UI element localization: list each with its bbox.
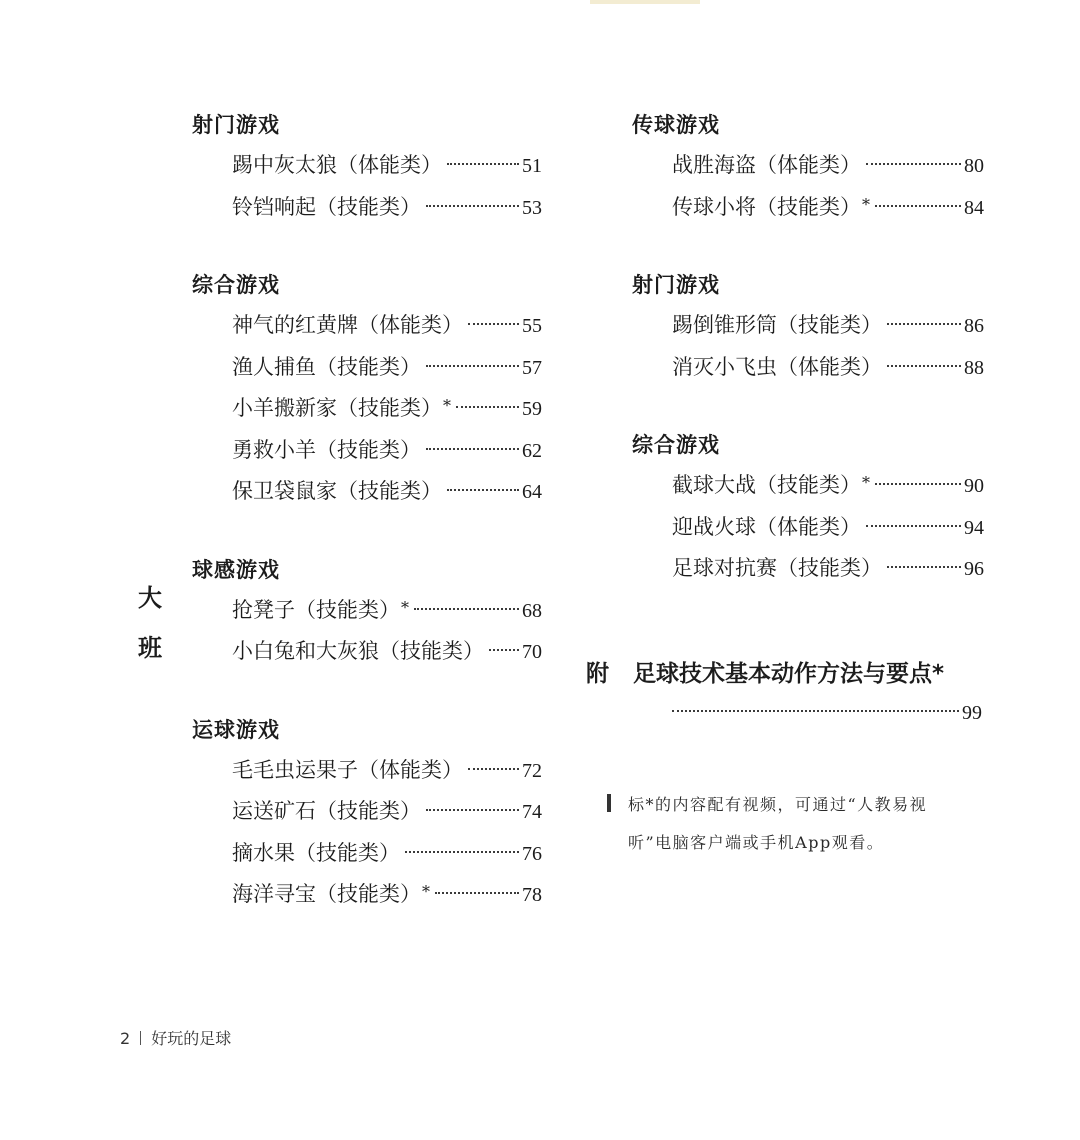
toc-entry[interactable]: [672, 465, 984, 507]
toc-entry[interactable]: [232, 750, 542, 792]
toc-section: [192, 270, 542, 513]
entry-page-number: 88: [964, 356, 984, 379]
footer-page-number: 2: [120, 1029, 131, 1048]
section-title: 综合游戏: [632, 433, 720, 457]
entry-page-number: 51: [522, 155, 542, 177]
page-footer: [120, 1026, 231, 1049]
entry-category: （体能类）: [777, 354, 882, 379]
entry-title: 海洋寻宝: [232, 882, 316, 906]
entry-category: （体能类）: [756, 514, 861, 539]
entry-page-number: 55: [522, 315, 542, 337]
entry-title: 迎战火球: [672, 514, 756, 539]
toc-entry[interactable]: [232, 631, 542, 673]
entry-title: 抢凳子: [232, 597, 295, 622]
entry-page-number: 70: [522, 641, 542, 663]
dot-leader: [489, 649, 519, 651]
entry-category: （技能类）: [316, 354, 421, 379]
entry-page-number: 96: [964, 558, 984, 580]
entry-page-number: 74: [522, 801, 542, 823]
toc-entry[interactable]: [672, 548, 984, 590]
grade-label-char-2: 班: [138, 634, 162, 662]
entry-category: （体能类）: [337, 153, 442, 177]
entry-page-number: 68: [522, 599, 542, 622]
dot-leader: [887, 323, 961, 325]
dot-leader: [426, 448, 519, 450]
dot-leader: [887, 365, 961, 367]
entry-title: 踢中灰太狼: [232, 153, 337, 177]
entry-category: （技能类）: [777, 556, 882, 580]
dot-leader: [414, 608, 519, 610]
entry-category: （技能类）: [777, 313, 882, 337]
entry-page-number: 62: [522, 439, 542, 462]
toc-entry[interactable]: [672, 145, 984, 187]
appendix-title: 足球技术基本动作方法与要点*: [633, 661, 945, 687]
entry-category: （技能类）: [337, 479, 442, 503]
entry-category: （技能类）: [316, 799, 421, 823]
entry-category: （技能类）: [379, 639, 484, 663]
entry-category: （技能类）: [316, 437, 421, 462]
dot-leader: [426, 365, 519, 367]
dot-leader: [672, 710, 959, 712]
entry-title: 传球小将: [672, 194, 756, 219]
toc-entry[interactable]: [232, 145, 542, 187]
toc-entry[interactable]: [232, 874, 542, 916]
toc-entry[interactable]: [232, 791, 542, 833]
dot-leader: [456, 406, 519, 408]
dot-leader: [435, 892, 519, 894]
entry-page-number: 80: [964, 155, 984, 177]
dot-leader: [447, 163, 519, 165]
entry-title: 毛毛虫运果子: [232, 757, 358, 782]
section-title: 运球游戏: [192, 717, 280, 742]
toc-entry[interactable]: [232, 388, 542, 430]
entry-category: （体能类）: [358, 757, 463, 782]
toc-entry[interactable]: [232, 305, 542, 347]
entry-category: （技能类）: [337, 396, 442, 420]
toc-entry[interactable]: [232, 833, 542, 875]
entry-page-number: 53: [522, 196, 542, 219]
toc-entry[interactable]: [672, 507, 984, 549]
toc-section: [632, 110, 984, 228]
entry-page-number: 86: [964, 315, 984, 337]
entry-title: 足球对抗赛: [672, 556, 777, 580]
entry-category: （体能类）: [358, 313, 463, 337]
entry-page-number: 84: [964, 196, 984, 219]
appendix-marker: 附: [586, 661, 609, 687]
entry-title: 消灭小飞虫: [672, 354, 777, 379]
toc-entry[interactable]: [672, 305, 984, 347]
entry-page-number: 64: [522, 481, 542, 503]
toc-entry[interactable]: [232, 590, 542, 632]
top-edge-mark: [590, 0, 700, 4]
entry-title: 摘水果: [232, 840, 295, 865]
toc-right-column: [632, 110, 984, 632]
toc-entry[interactable]: [232, 347, 542, 389]
video-star-marker: *: [862, 194, 870, 214]
toc-section: [192, 715, 542, 916]
toc-entry[interactable]: [672, 187, 984, 229]
entry-page-number: 57: [522, 356, 542, 379]
toc-section: [192, 110, 542, 228]
appendix-heading[interactable]: [586, 656, 986, 692]
footer-separator: [140, 1031, 141, 1045]
entry-title: 渔人捕鱼: [232, 354, 316, 379]
entry-category: （技能类）: [295, 597, 400, 622]
toc-entry[interactable]: [672, 347, 984, 389]
entry-title: 铃铛响起: [232, 194, 316, 219]
entry-title: 保卫袋鼠家: [232, 479, 337, 503]
section-title: 射门游戏: [192, 113, 280, 137]
dot-leader: [887, 566, 961, 568]
video-star-marker: *: [401, 597, 409, 617]
toc-entry[interactable]: [232, 471, 542, 513]
video-star-marker: *: [862, 473, 870, 492]
dot-leader: [426, 809, 519, 811]
toc-section: [632, 430, 984, 590]
entry-page-number: 72: [522, 759, 542, 782]
appendix-page-line[interactable]: [672, 696, 982, 730]
entry-title: 截球大战: [672, 473, 756, 497]
toc-left-column: [192, 110, 542, 958]
entry-title: 小羊搬新家: [232, 396, 337, 420]
entry-title: 战胜海盗: [672, 153, 756, 177]
entry-page-number: 59: [522, 398, 542, 420]
dot-leader: [866, 163, 961, 165]
entry-title: 踢倒锥形筒: [672, 313, 777, 337]
entry-title: 小白兔和大灰狼: [232, 639, 379, 663]
appendix-page-number: 99: [962, 702, 982, 724]
entry-title: 勇救小羊: [232, 437, 316, 462]
dot-leader: [468, 768, 519, 770]
footer-book-title: 好玩的足球: [151, 1029, 232, 1048]
note-marker-bar: [607, 794, 611, 812]
dot-leader: [426, 205, 519, 207]
note-text: 标*的内容配有视频，可通过“人教易视听”电脑客户端或手机App观看。: [628, 795, 928, 852]
section-title: 综合游戏: [192, 273, 280, 297]
entry-title: 神气的红黄牌: [232, 313, 358, 337]
toc-entry[interactable]: [232, 430, 542, 472]
entry-title: 运送矿石: [232, 799, 316, 823]
video-star-marker: *: [443, 396, 451, 415]
dot-leader: [447, 489, 519, 491]
dot-leader: [405, 851, 519, 853]
video-star-marker: *: [422, 882, 430, 901]
entry-category: （技能类）: [295, 840, 400, 865]
section-title: 球感游戏: [192, 557, 280, 582]
entry-page-number: 76: [522, 842, 542, 865]
entry-category: （技能类）: [316, 194, 421, 219]
section-title: 传球游戏: [632, 113, 720, 137]
toc-section: [632, 270, 984, 388]
dot-leader: [866, 525, 961, 527]
entry-category: （体能类）: [756, 153, 861, 177]
toc-section: [192, 555, 542, 673]
dot-leader: [875, 205, 961, 207]
dot-leader: [468, 323, 519, 325]
entry-category: （技能类）: [756, 194, 861, 219]
entry-page-number: 90: [964, 475, 984, 497]
video-note: [604, 786, 984, 862]
entry-category: （技能类）: [316, 882, 421, 906]
dot-leader: [875, 483, 961, 485]
entry-category: （技能类）: [756, 473, 861, 497]
toc-entry[interactable]: [232, 187, 542, 229]
entry-page-number: 94: [964, 516, 984, 539]
entry-page-number: 78: [522, 884, 542, 906]
grade-label-char-1: 大: [138, 584, 162, 612]
section-title: 射门游戏: [632, 273, 720, 297]
